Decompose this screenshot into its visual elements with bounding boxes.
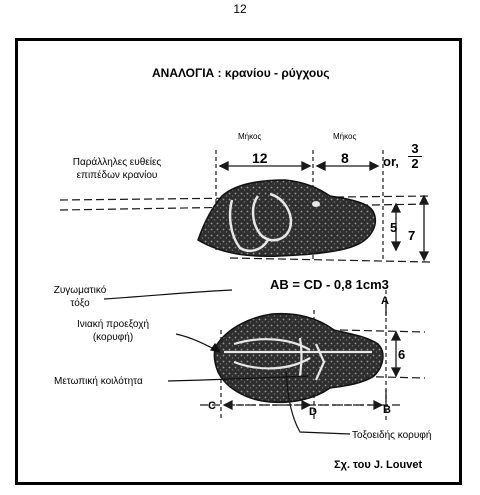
letter-d: D	[309, 406, 317, 418]
guide-horizontal-bottom	[230, 258, 430, 262]
length-label-1: Μήκος	[238, 132, 262, 141]
ratio-fraction	[408, 142, 422, 171]
ratio-denominator: 2	[408, 156, 422, 171]
guide-horizontal-mid	[340, 330, 425, 332]
figure-title: ΑΝΑΛΟΓΙΑ : κρανίου - ρύγχους	[152, 66, 330, 80]
measure-7: 7	[408, 228, 416, 243]
length-label-2: Μήκος	[333, 132, 357, 141]
formula-ab-cd: AB = CD - 0,8 1cm3	[270, 277, 389, 292]
letter-b: B	[383, 404, 391, 416]
annotation-occipital-1: Ινιακή προεξοχή	[76, 319, 150, 330]
annotation-zygomatic-1: Ζυγωματικό	[53, 285, 107, 296]
annotation-zygomatic-2: τόξο	[70, 298, 90, 309]
letter-c: C	[208, 400, 216, 412]
annotation-parallel-line-1: Παράλληλες ευθείες	[72, 157, 162, 168]
leader-zygomatic	[104, 290, 232, 299]
annotation-parallel-line-2: επιπέδων κρανίου	[76, 170, 158, 181]
skull-top-view	[214, 314, 383, 403]
skull-side-view	[198, 180, 375, 256]
annotation-occipital-2: (κορυφή)	[92, 332, 134, 343]
figure-credit: Σχ. του J. Louvet	[334, 459, 423, 471]
annotation-sagittal-crest: Τοξοειδής κορυφή	[352, 430, 432, 441]
annotation-zygomatic	[50, 284, 110, 310]
measure-8: 8	[341, 150, 349, 166]
letter-a: A	[381, 295, 389, 307]
ratio-numerator: 3	[411, 141, 419, 156]
annotation-parallel-lines	[58, 156, 176, 182]
measure-5: 5	[390, 220, 398, 235]
annotation-frontal-groove: Μετωπική κοιλότητα	[54, 376, 143, 387]
page-number: 12	[233, 2, 247, 16]
ratio-prefix: or,	[383, 154, 399, 169]
annotation-occipital	[52, 318, 174, 344]
measure-12: 12	[252, 150, 268, 166]
measure-6: 6	[398, 347, 406, 362]
